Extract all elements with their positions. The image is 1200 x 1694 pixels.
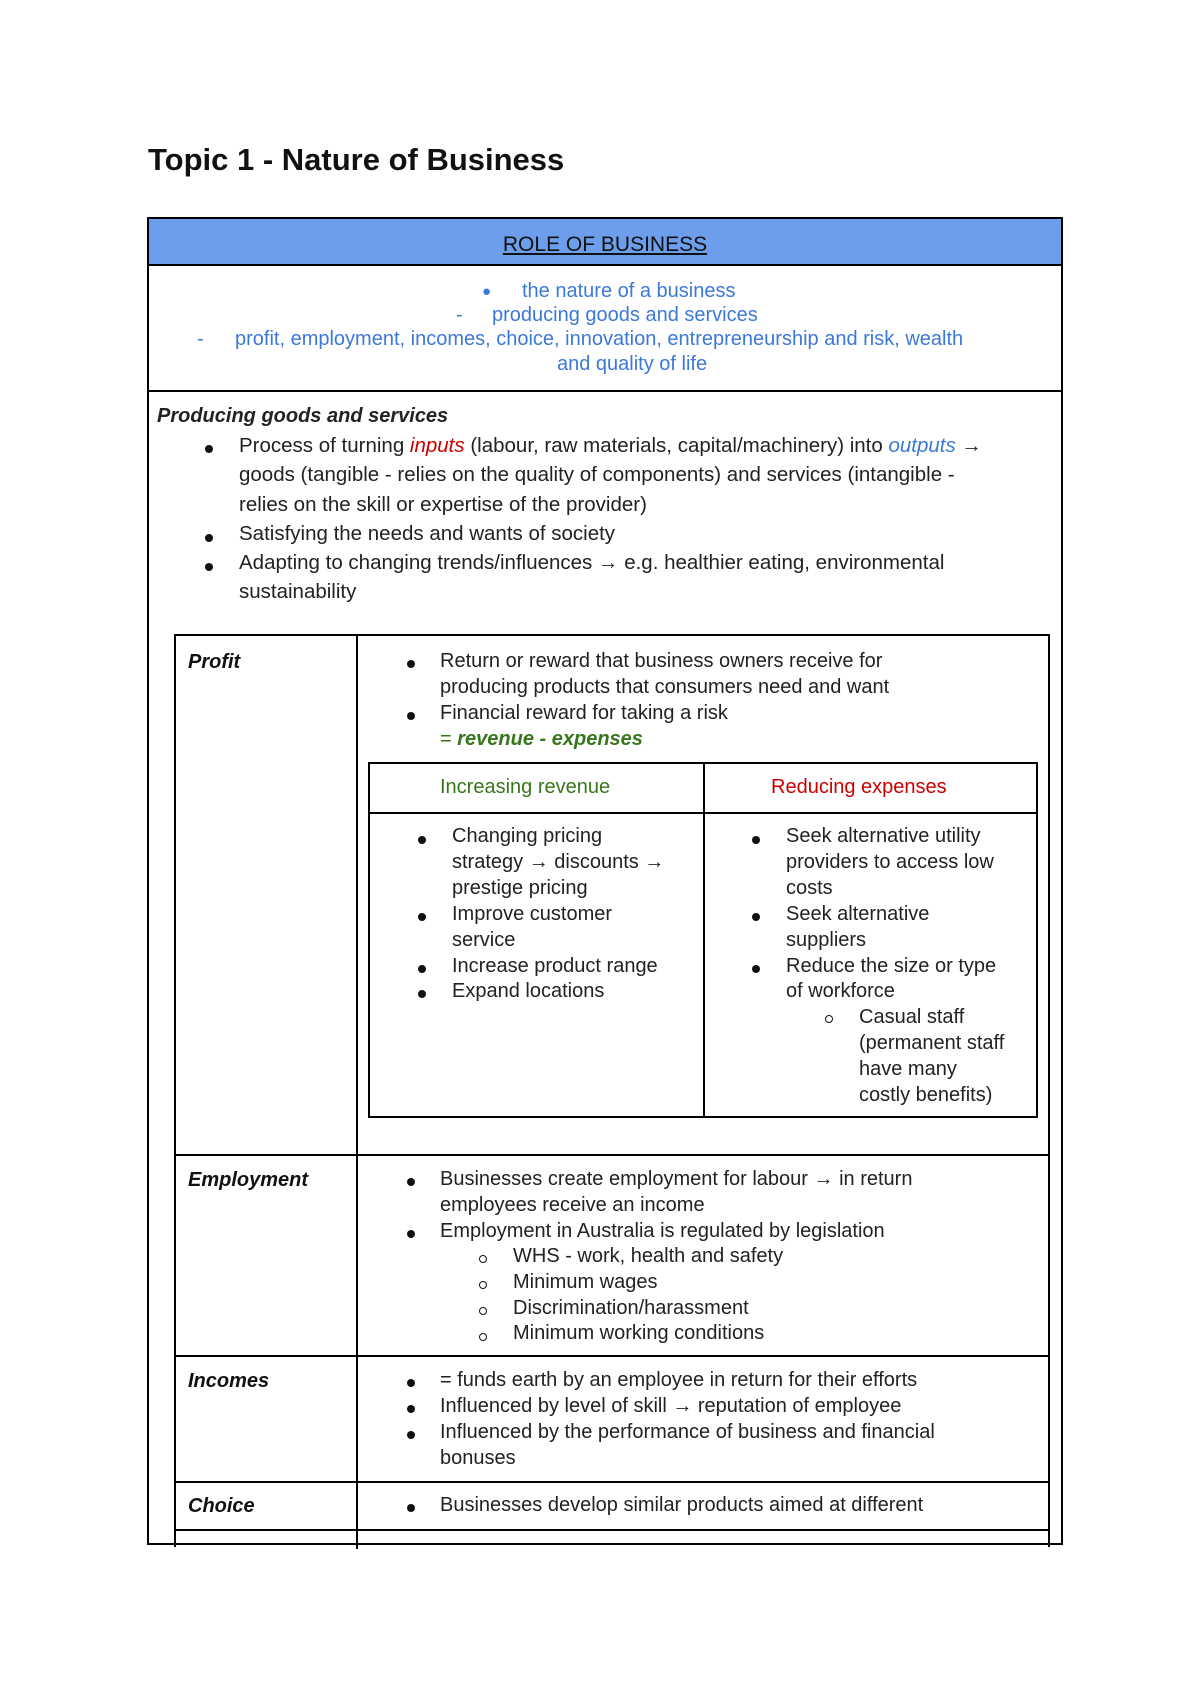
sub-list-item: Casual staff <box>859 1006 965 1028</box>
section-heading: Producing goods and services <box>157 405 449 427</box>
row-label-choice: Choice <box>188 1495 255 1517</box>
list-item: Expand locations <box>452 980 605 1002</box>
list-item-continuation: strategy → discounts → <box>452 851 665 873</box>
list-item: and quality of life <box>557 353 708 375</box>
list-item: Changing pricing <box>452 825 603 847</box>
list-item-continuation: producing products that consumers need and want <box>440 676 890 698</box>
list-item: Financial reward for taking a risk <box>440 702 728 724</box>
list-item-continuation: prestige pricing <box>452 877 588 899</box>
list-item: Adapting to changing trends/influences → e.g. healthier eating, environmental <box>239 551 945 574</box>
row-divider <box>176 1481 1050 1483</box>
column-divider <box>356 636 358 1549</box>
list-item-continuation: relies on the skill or expertise of the provider) <box>239 493 647 516</box>
list-item: Influenced by the performance of business and financial <box>440 1421 935 1443</box>
hollow-bullet-icon <box>479 1307 487 1315</box>
list-item-continuation: sustainability <box>239 580 357 603</box>
list-item: Influenced by level of skill → reputation of employee <box>440 1395 902 1417</box>
bullet-icon <box>407 1230 415 1238</box>
hollow-bullet-icon <box>825 1015 833 1023</box>
row-divider <box>176 1355 1050 1357</box>
row-divider <box>370 812 1036 814</box>
list-item-continuation: employees receive an income <box>440 1194 705 1216</box>
list-item: Businesses create employment for labour → in return <box>440 1168 913 1190</box>
bullet-icon <box>407 712 415 720</box>
bullet-icon <box>205 563 213 571</box>
business-roles-table <box>174 634 1050 1547</box>
sub-list-item: Discrimination/harassment <box>513 1297 749 1319</box>
list-item-continuation: goods (tangible - relies on the quality of components) and services (intangible - <box>239 463 955 486</box>
hollow-bullet-icon <box>479 1255 487 1263</box>
sub-list-item: Minimum wages <box>513 1271 658 1293</box>
inputs-term: inputs <box>409 434 465 457</box>
list-item: Satisfying the needs and wants of society <box>239 522 616 545</box>
list-item-continuation: bonuses <box>440 1447 516 1469</box>
row-label-incomes: Incomes <box>188 1370 270 1392</box>
bullet-icon <box>418 965 426 973</box>
dash-icon: - <box>197 328 204 350</box>
sub-list-item: Minimum working conditions <box>513 1322 765 1344</box>
role-of-business-table <box>147 217 1063 1545</box>
bullet-icon <box>407 1431 415 1439</box>
bullet-icon <box>205 534 213 542</box>
bullet-icon <box>752 836 760 844</box>
list-item: Reduce the size or type <box>786 955 997 977</box>
list-item: Improve customer <box>452 903 613 925</box>
list-item-continuation: of workforce <box>786 980 895 1002</box>
list-item: Seek alternative <box>786 903 930 925</box>
sub-list-item-continuation: (permanent staff <box>859 1032 1005 1054</box>
bullet-icon <box>418 913 426 921</box>
bullet-icon <box>407 1405 415 1413</box>
page-title: Topic 1 - Nature of Business <box>148 142 565 177</box>
bullet-icon: ● <box>482 283 492 300</box>
list-item: Increase product range <box>452 955 658 977</box>
sub-list-item-continuation: have many <box>859 1058 957 1080</box>
row-label-employment: Employment <box>188 1169 309 1191</box>
bullet-icon <box>418 836 426 844</box>
list-item: Employment in Australia is regulated by legislation <box>440 1220 885 1242</box>
bullet-icon <box>407 660 415 668</box>
row-label-profit: Profit <box>188 651 241 673</box>
list-item: profit, employment, incomes, choice, innovation, entrepreneurship and risk, wealth <box>235 328 964 350</box>
sub-list-item-continuation: costly benefits) <box>859 1084 993 1106</box>
bullet-icon <box>205 445 213 453</box>
revenue-expenses-table <box>368 762 1038 1118</box>
list-item: Businesses develop similar products aimed at different <box>440 1494 924 1516</box>
increasing-revenue-header: Increasing revenue <box>440 776 611 798</box>
bullet-icon <box>407 1379 415 1387</box>
list-item-continuation: providers to access low <box>786 851 994 873</box>
bullet-icon <box>752 965 760 973</box>
list-item: Return or reward that business owners receive for <box>440 650 883 672</box>
table-header <box>149 219 1061 266</box>
bullet-icon <box>407 1504 415 1512</box>
column-divider <box>703 764 705 1116</box>
row-divider <box>176 1529 1050 1531</box>
profit-formula: = revenue - expenses <box>440 728 643 750</box>
table-header-label: ROLE OF BUSINESS <box>502 233 708 256</box>
sub-list-item: WHS - work, health and safety <box>513 1245 784 1267</box>
dash-icon: - <box>456 304 463 326</box>
list-item: Seek alternative utility <box>786 825 981 847</box>
list-item-continuation: suppliers <box>786 929 867 951</box>
list-item: the nature of a business <box>522 280 736 302</box>
bullet-icon <box>752 913 760 921</box>
hollow-bullet-icon <box>479 1281 487 1289</box>
outputs-term: outputs <box>888 434 956 457</box>
list-item: producing goods and services <box>492 304 758 326</box>
list-item: Process of turning inputs (labour, raw materials, capital/machinery) into outputs → <box>239 434 982 457</box>
bullet-icon <box>407 1178 415 1186</box>
role-summary-list <box>149 266 1061 392</box>
hollow-bullet-icon <box>479 1333 487 1341</box>
list-item: = funds earth by an employee in return for their efforts <box>440 1369 918 1391</box>
list-item-continuation: costs <box>786 877 833 899</box>
reducing-expenses-header: Reducing expenses <box>771 776 947 798</box>
bullet-icon <box>418 990 426 998</box>
row-divider <box>176 1154 1050 1156</box>
list-item-continuation: service <box>452 929 516 951</box>
